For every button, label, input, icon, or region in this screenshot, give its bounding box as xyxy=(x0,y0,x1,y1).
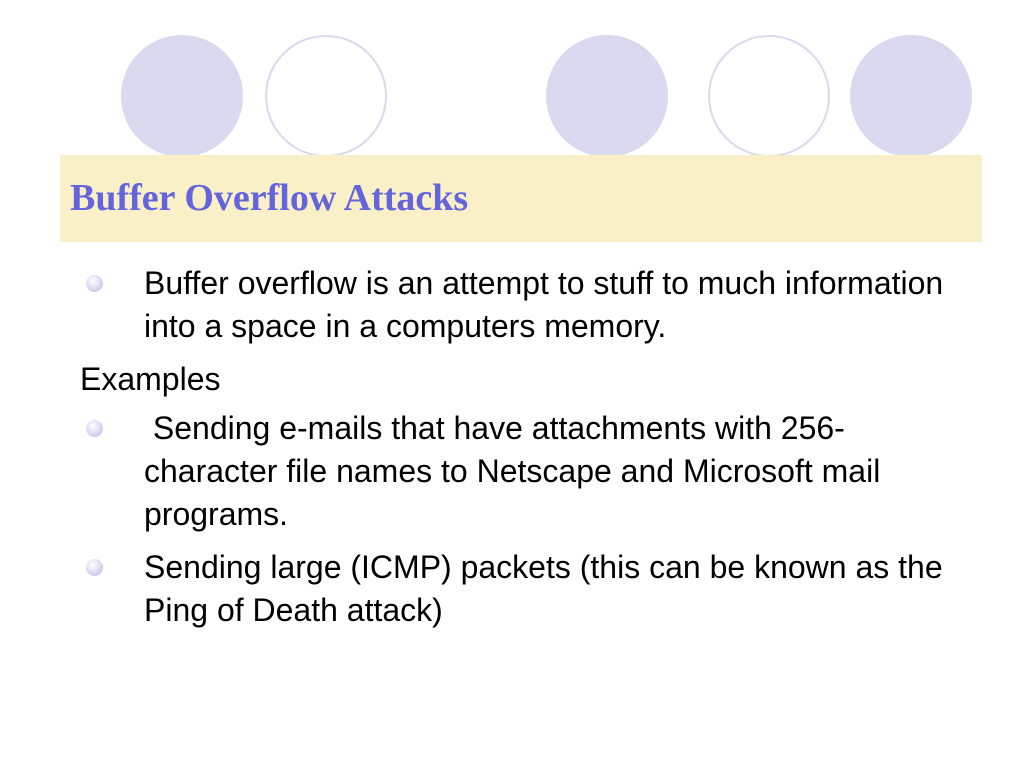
slide-content xyxy=(80,262,953,642)
examples-text: Examples xyxy=(80,361,221,397)
filled-circle-decoration xyxy=(850,35,972,157)
bullet-icon xyxy=(86,420,103,437)
bullet-item xyxy=(80,546,950,632)
bullet-icon xyxy=(86,275,103,292)
outline-circle-decoration xyxy=(708,35,830,157)
bullet-item xyxy=(80,262,953,348)
decorative-circles xyxy=(0,0,1024,160)
examples-label xyxy=(80,358,950,401)
bullet-text: Sending large (ICMP) packets (this can be known as the Ping of Death attack) xyxy=(144,549,952,628)
bullet-item xyxy=(80,407,950,536)
filled-circle-decoration xyxy=(121,35,243,157)
filled-circle-decoration xyxy=(546,35,668,157)
slide-title: Buffer Overflow Attacks xyxy=(70,177,469,219)
bullet-icon xyxy=(86,559,103,576)
title-band xyxy=(60,155,982,242)
bullet-text: Sending e-mails that have attachments with 256-character file names to Netscape and Microsoft mail programs. xyxy=(144,410,890,532)
outline-circle-decoration xyxy=(265,35,387,157)
bullet-text: Buffer overflow is an attempt to stuff to much information into a space in a computers memory. xyxy=(144,265,953,344)
